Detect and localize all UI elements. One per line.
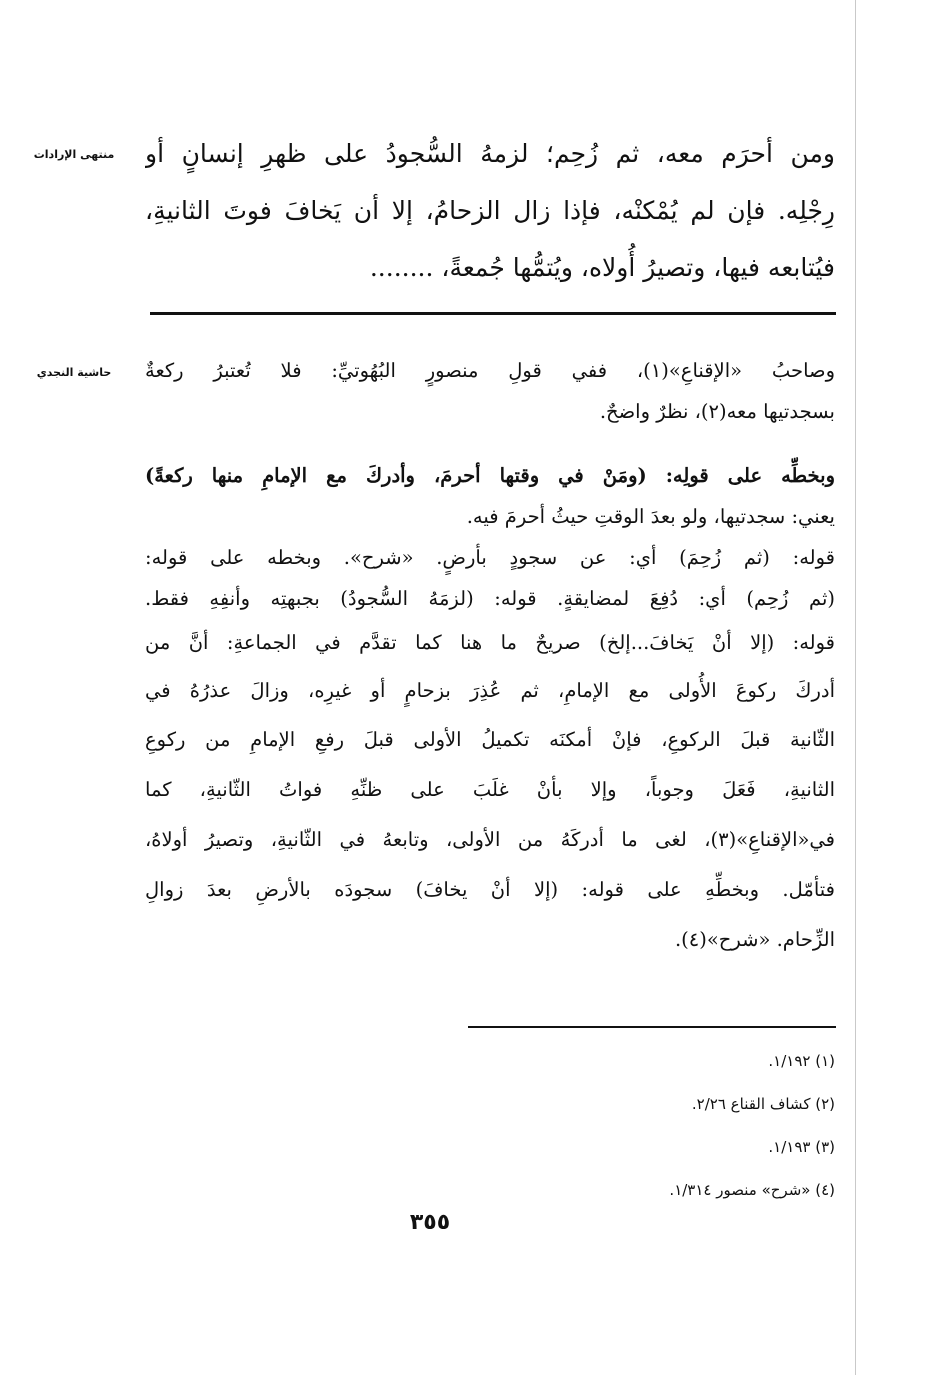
hashiya-line: وصاحبُ «الإقناعِ»(١)، ففي قولِ منصورٍ البُهُوتيِّ: فلا تُعتبرُ ركعةٌ: [145, 359, 835, 382]
section-divider: [150, 312, 836, 315]
footnote-item: (١) ١/١٩٢.: [768, 1052, 835, 1070]
footnote-item: (٤) «شرح» منصور ١/٣١٤.: [669, 1181, 835, 1199]
hashiya-line: قوله: (إلا أنْ يَخافَ...إلخ) صريحٌ ما هنا كما تقدَّم في الجماعةِ: أنَّ من: [145, 631, 835, 654]
hashiya-source-label: حاشية النجدي: [36, 366, 112, 379]
matn-source-label: منتهى الإرادات: [33, 148, 115, 161]
footnotes: [335, 1044, 835, 1216]
page-number: ٣٥٥: [409, 1210, 451, 1235]
matn-line: فيُتابعه فيها، وتصيرُ أُولاه، ويُتمُّها جُمعةً، ........: [369, 253, 835, 282]
footnote-item: (٣) ١/١٩٣.: [768, 1138, 835, 1156]
matn-line: ومن أحرَم معه، ثم زُحِم؛ لزمهُ السُّجودُ على ظهرِ إنسانٍ أو: [145, 139, 835, 168]
footnote-divider: [468, 1026, 836, 1028]
hashiya-line: الثّانية قبلَ الركوعِ، فإنْ أمكنَه تكميلُ الأولى قبلَ رفعِ الإمامِ من ركوعِ: [145, 728, 835, 751]
footnote-item: (٢) كشاف القناع ٢/٢٦.: [691, 1095, 835, 1113]
hashiya-line: في«الإقناعِ»(٣)، لغى ما أدركَهُ من الأولى، وتابعهُ في الثّانيةِ، وتصيرُ أولاهُ،: [145, 828, 835, 851]
hashiya-line: فتأمّل. وبخطِّهِ على قوله: (إلا أنْ يخافَ) سجودَه بالأرضِ بعدَ زوالِ: [145, 878, 835, 901]
hashiya-text: [145, 350, 835, 965]
matn-line: رِجْلِه. فإن لم يُمْكنْه، فإذا زال الزحامُ، إلا أن يَخافَ فوتَ الثانيةِ،: [145, 196, 835, 225]
hashiya-line: أدركَ ركوعَ الأُولى مع الإمامِ، ثم عُذِرَ بزحامٍ أو غيرِه، وزالَ عذرُهُ في: [145, 679, 835, 702]
hashiya-line: الثانيةِ، فَعَلَ وجوباً، وإلا بأنْ غلَبَ على ظنِّهِ فواتُ الثّانيةِ، كما: [145, 778, 835, 801]
hashiya-line: قوله: (ثم زُحِمَ) أي: عن سجودٍ بأرضٍ. «شرح». وبخطه على قوله:: [145, 546, 835, 569]
matn-text: [145, 125, 835, 296]
hashiya-line: بسجدتيها معه(٢)، نظرٌ واضحٌ.: [599, 400, 835, 423]
hashiya-line: يعني: سجدتيها، ولو بعدَ الوقتِ حيثُ أحرمَ فيه.: [466, 505, 835, 528]
hashiya-line: (ثم زُحِم) أي: دُفِعَ لمضايقةٍ. قوله: (لزمَهُ السُّجودُ) بجبهتِه وأنفِهِ فقط.: [145, 587, 835, 610]
hashiya-line: الزِّحام. «شرح»(٤).: [674, 928, 835, 951]
hashiya-line: وبخطِّه على قولِه: (ومَنْ في وقتها أحرمَ، وأدركَ مع الإمامِ منها ركعةً): [145, 464, 835, 487]
scan-edge-line: [855, 0, 856, 1375]
